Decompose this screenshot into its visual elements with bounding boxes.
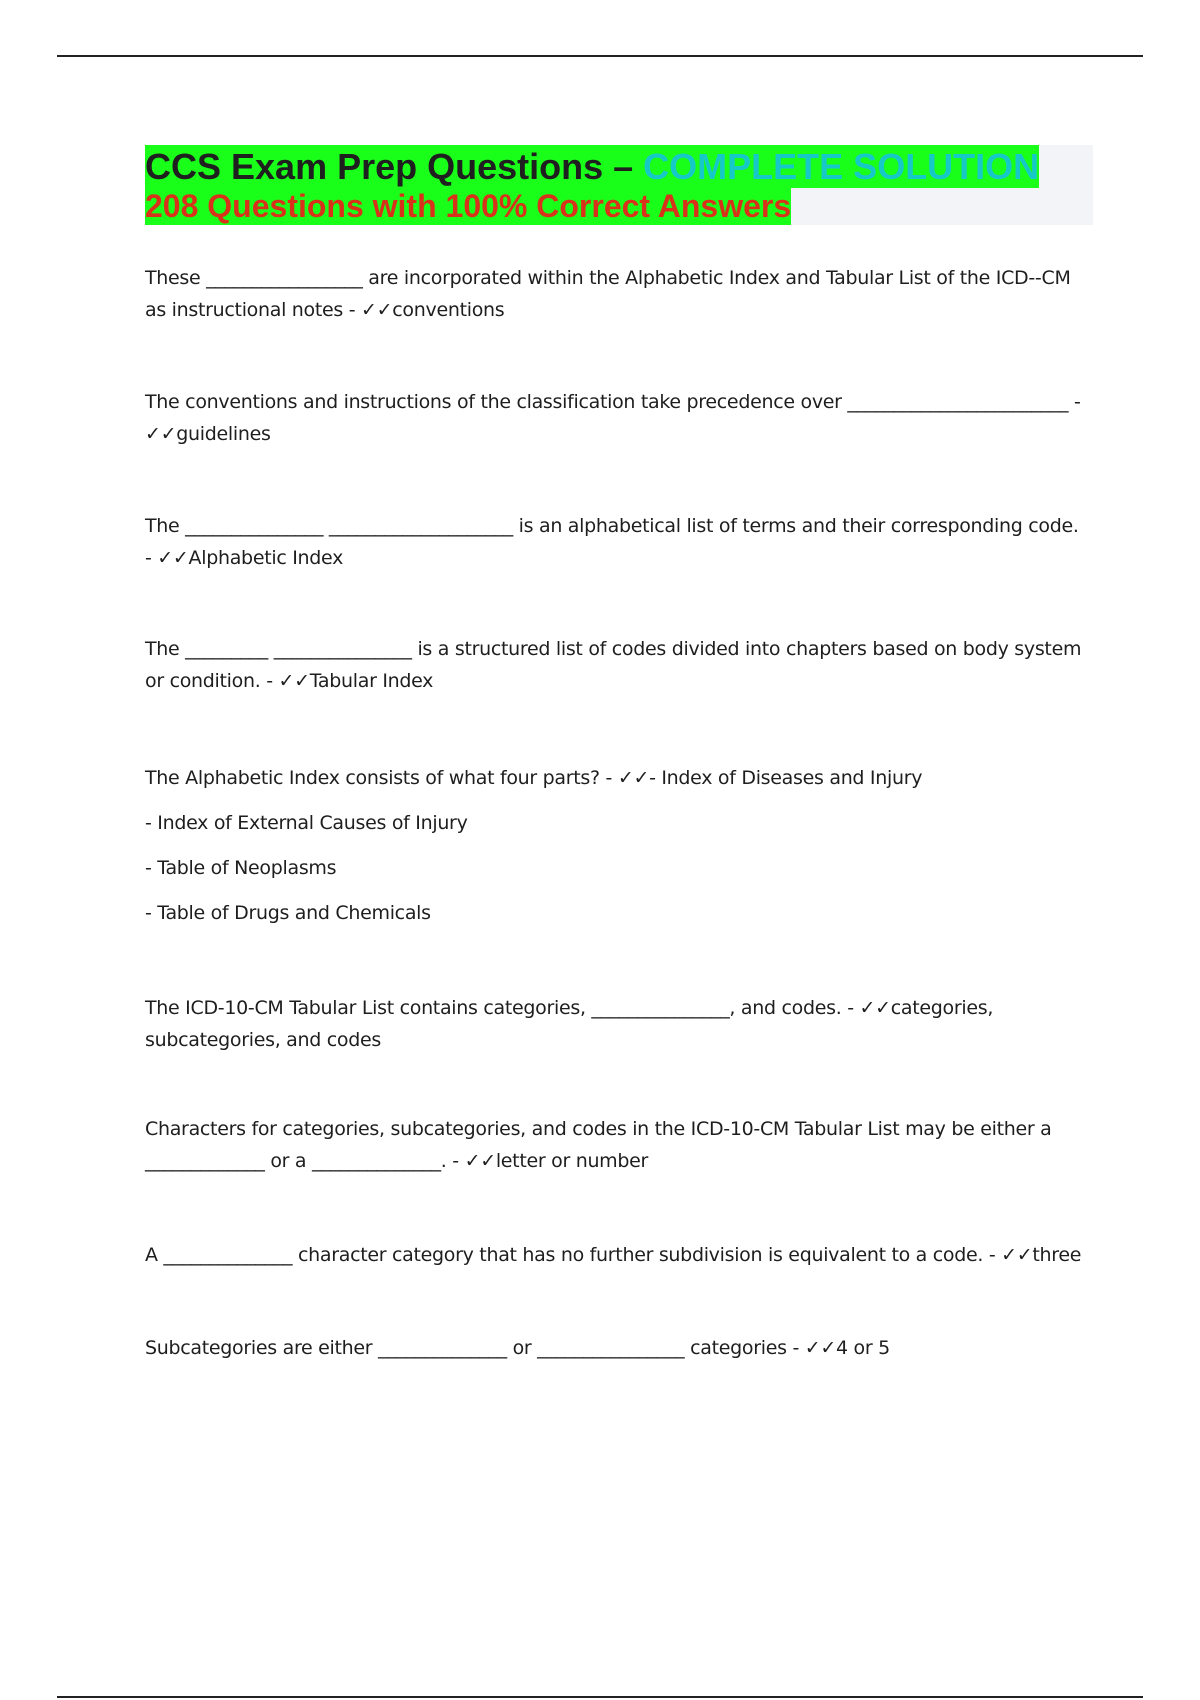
page-subtitle: 208 Questions with 100% Correct Answers [145, 188, 792, 224]
list-item: - Index of External Causes of Injury [145, 812, 468, 834]
page-title [145, 145, 1039, 188]
qa-item-5 [145, 762, 1085, 929]
qa-item-3 [145, 510, 1085, 574]
top-rule [57, 55, 1143, 57]
qa-text: Subcategories are either ______________ or ________________ categories - ✓✓4 or 5 [145, 1337, 890, 1359]
qa-item-4 [145, 633, 1085, 697]
title-main: CCS Exam Prep Questions – [145, 146, 644, 187]
qa-text: These _________________ are incorporated within the Alphabetic Index and Tabular List of the ICD--CM as instructional notes - ✓✓conventions [145, 267, 1071, 321]
title-accent: COMPLETE SOLUTION [643, 146, 1040, 187]
qa-text: The Alphabetic Index consists of what four parts? - ✓✓- Index of Diseases and Injury [145, 767, 923, 789]
bottom-rule [57, 1696, 1143, 1698]
qa-item-9 [145, 1332, 1085, 1364]
qa-item-6 [145, 992, 1085, 1056]
list-item: - Table of Drugs and Chemicals [145, 902, 431, 924]
list-item: - Table of Neoplasms [145, 857, 337, 879]
qa-text: The _________ _______________ is a structured list of codes divided into chapters based on body system or condition. - ✓✓Tabular Index [145, 638, 1082, 692]
qa-text: Characters for categories, subcategories, and codes in the ICD-10-CM Tabular List may be either a _____________ or a ______________. - ✓✓letter or number [145, 1118, 1052, 1172]
qa-item-8 [145, 1239, 1085, 1271]
qa-text: The ICD-10-CM Tabular List contains categories, _______________, and codes. - ✓✓categories, subcategories, and codes [145, 997, 994, 1051]
qa-text: The conventions and instructions of the classification take precedence over ________________________ - ✓✓guidelines [145, 391, 1081, 445]
title-block [145, 145, 1093, 225]
qa-text: A ______________ character category that has no further subdivision is equivalent to a code. - ✓✓three [145, 1244, 1082, 1266]
qa-text: The _______________ ____________________ is an alphabetical list of terms and their corresponding code. - ✓✓Alphabetic Index [145, 515, 1079, 569]
qa-item-7 [145, 1113, 1085, 1177]
qa-item-2 [145, 386, 1085, 450]
qa-item-1 [145, 262, 1085, 326]
